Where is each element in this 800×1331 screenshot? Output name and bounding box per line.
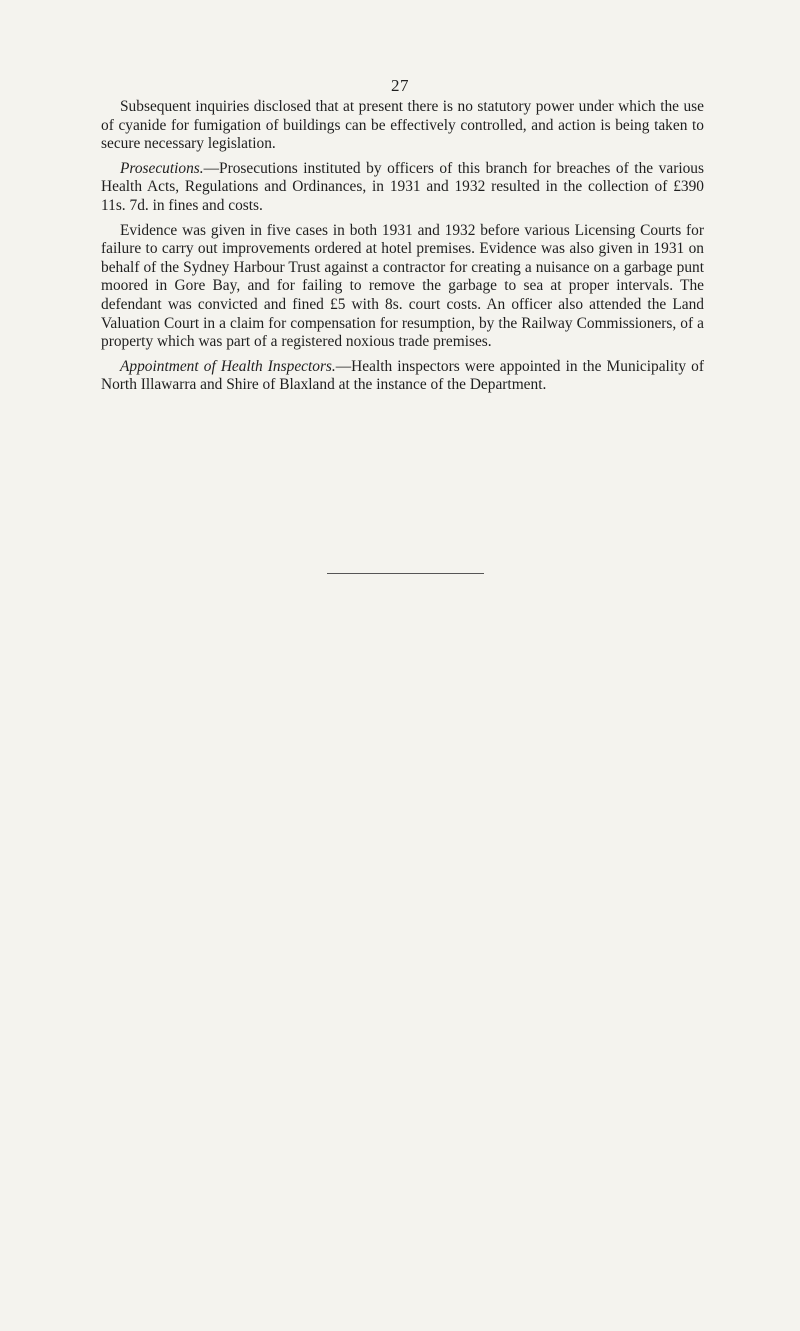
section-heading-appointment: Appointment of Health Inspectors. (120, 357, 336, 375)
paragraph-text: —Prosecutions instituted by officers of this branch for breaches of the various Health Acts, Regulations and Ordinances, in 1931 and 1932 resulted in the collection of £390 11s. 7d. in fines and costs. (101, 159, 704, 214)
paragraph-cyanide-fumigation (101, 98, 704, 154)
paragraph-text: Evidence was given in five cases in both 1931 and 1932 before various Licensing Courts for failure to carry out improvements ordered at hotel premises. Evidence was also given in 1931 on behalf of the Sydney Harbour Trust against a contractor for creating a nuisance on a garbage punt moored in Gore Bay, and for failing to remove the garbage to sea at proper intervals. The defendant was convicted and fined £5 with 8s. court costs. An officer also attended the Land Valuation Court in a claim for compensation for resumption, by the Railway Commissioners, of a property which was part of a registered noxious trade premises. (101, 221, 704, 351)
paragraph-evidence (101, 222, 704, 352)
paragraph-text: Subsequent inquiries disclosed that at present there is no statutory power under which the use of cyanide for fumigation of buildings can be effectively controlled, and action is being taken to secure necessary legislation. (101, 98, 704, 153)
page-number: 27 (391, 76, 409, 95)
paragraph-text: —Health inspectors were appointed in the Municipality of North Illawarra and Shire of Blaxland at the instance of the Department. (101, 357, 704, 394)
section-divider-rule (327, 573, 484, 574)
paragraph-appointment (101, 358, 704, 395)
paragraph-prosecutions (101, 160, 704, 216)
document-body (101, 98, 704, 401)
section-heading-prosecutions: Prosecutions. (120, 159, 204, 177)
